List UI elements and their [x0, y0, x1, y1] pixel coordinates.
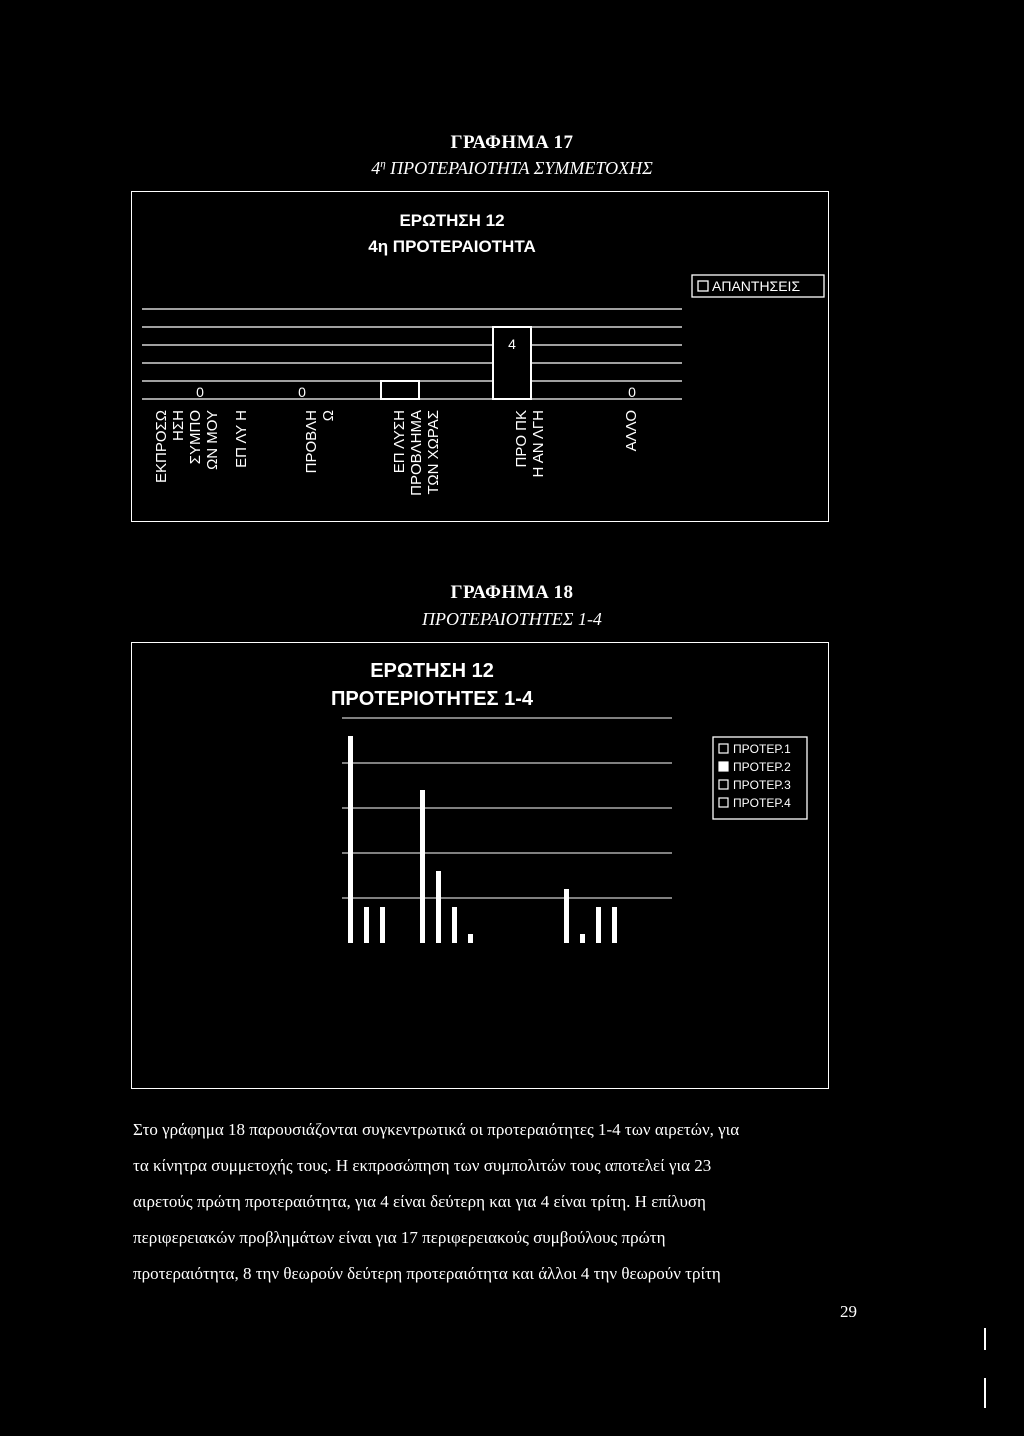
bar	[348, 736, 353, 943]
legend-label: ΠΡΟΤΕΡ.3	[733, 778, 791, 792]
bar	[420, 790, 425, 943]
data-label: 0	[196, 384, 204, 400]
chart-17	[132, 192, 827, 520]
page-number: 29	[840, 1302, 857, 1321]
data-label: 0	[628, 384, 636, 400]
category-label: ΠΡΟΒΛΗΜΑ	[408, 410, 425, 496]
legend-swatch-icon	[719, 798, 728, 807]
chart-17-legend-label: ΑΠΑΝΤΗΣΕΙΣ	[712, 278, 801, 294]
chart-17-subtitle: 4η ΠΡΟΤΕΡΑΙΟΤΗΤΑ	[368, 237, 536, 256]
chart-18-frame	[131, 642, 829, 1089]
chart-18-legend	[713, 737, 807, 819]
bar	[364, 907, 369, 943]
chart-18-subtitle: ΠΡΟΤΕΡΙΟΤΗΤΕΣ 1-4	[330, 688, 534, 710]
legend-swatch-icon	[719, 744, 728, 753]
bar	[612, 907, 617, 943]
bar	[452, 907, 457, 943]
chart-17-frame	[131, 191, 829, 522]
chart-18-title: ΕΡΩΤΗΣΗ 12	[370, 660, 494, 682]
category-label: ΠΡΟ ΠΚ	[513, 410, 530, 468]
category-label: ΕΚΠΡΟΣΩ	[153, 410, 170, 484]
data-label: 4	[508, 336, 516, 352]
legend-swatch-icon	[698, 281, 708, 291]
legend-label: ΠΡΟΤΕΡ.2	[733, 760, 791, 774]
bar	[580, 934, 585, 943]
chart-18	[132, 643, 827, 1087]
body-paragraph	[133, 1112, 866, 1292]
scan-edge-mark	[984, 1378, 986, 1408]
bar	[564, 889, 569, 943]
category-label: ΣΥΜΠΟ	[187, 410, 204, 465]
bar	[436, 871, 441, 943]
bar	[468, 934, 473, 943]
legend-label: ΠΡΟΤΕΡ.1	[733, 742, 791, 756]
scan-edge-mark	[984, 1328, 986, 1350]
body-line: Στο γράφημα 18 παρουσιάζονται συγκεντρωτικά οι προτεραιότητες 1-4 των αιρετών, για	[133, 1120, 740, 1139]
chart-17-title: ΕΡΩΤΗΣΗ 12	[399, 211, 505, 230]
category-label: Η ΑΝ ΛΓΗ	[530, 410, 547, 478]
chart-17-legend	[692, 275, 824, 297]
body-line: περιφερειακών προβλημάτων είναι για 17 περιφερειακούς συμβούλους πρώτη	[133, 1228, 666, 1247]
legend-swatch-icon	[719, 780, 728, 789]
figure-17-subcaption: $4^\eta$ ΠΡΟΤΕΡΑΙΟΤΗΤΑ ΣΥΜΜΕΤΟΧΗΣ	[371, 158, 653, 178]
category-label: ΗΣΗ	[170, 410, 187, 441]
category-label: ΩΝ ΜΟΥ	[204, 410, 221, 470]
bar	[596, 907, 601, 943]
category-label: ΕΠ ΛΥΣΗ	[391, 410, 408, 474]
category-label: ΕΠ ΛΥ Η	[233, 410, 250, 468]
figure-18-caption: ΓΡΑΦΗΜΑ 18	[450, 582, 574, 603]
category-label: ΑΛΛΟ	[623, 410, 640, 452]
legend-swatch-icon	[719, 762, 728, 771]
bar	[380, 907, 385, 943]
figure-18-subcaption: ΠΡΟΤΕΡΑΙΟΤΗΤΕΣ 1-4	[422, 609, 602, 629]
category-label: ΠΡΟΒΛΗ	[303, 410, 320, 474]
body-line: τα κίνητρα συμμετοχής τους. Η εκπροσώπηση των συμπολιτών τους αποτελεί για 23	[133, 1156, 712, 1175]
bar	[381, 381, 419, 399]
legend-label: ΠΡΟΤΕΡ.4	[733, 796, 791, 810]
body-line: αιρετούς πρώτη προτεραιότητα, για 4 είναι δεύτερη και για 4 είναι τρίτη. Η επίλυση	[133, 1192, 706, 1211]
category-label: Ω	[320, 410, 337, 422]
category-label: ΤΩΝ ΧΩΡΑΣ	[425, 410, 442, 495]
body-line: προτεραιότητα, 8 την θεωρούν δεύτερη προτεραιότητα και άλλοι 4 την θεωρούν τρίτη	[133, 1264, 721, 1283]
figure-17-caption: ΓΡΑΦΗΜΑ 17	[450, 132, 574, 153]
data-label: 0	[298, 384, 306, 400]
